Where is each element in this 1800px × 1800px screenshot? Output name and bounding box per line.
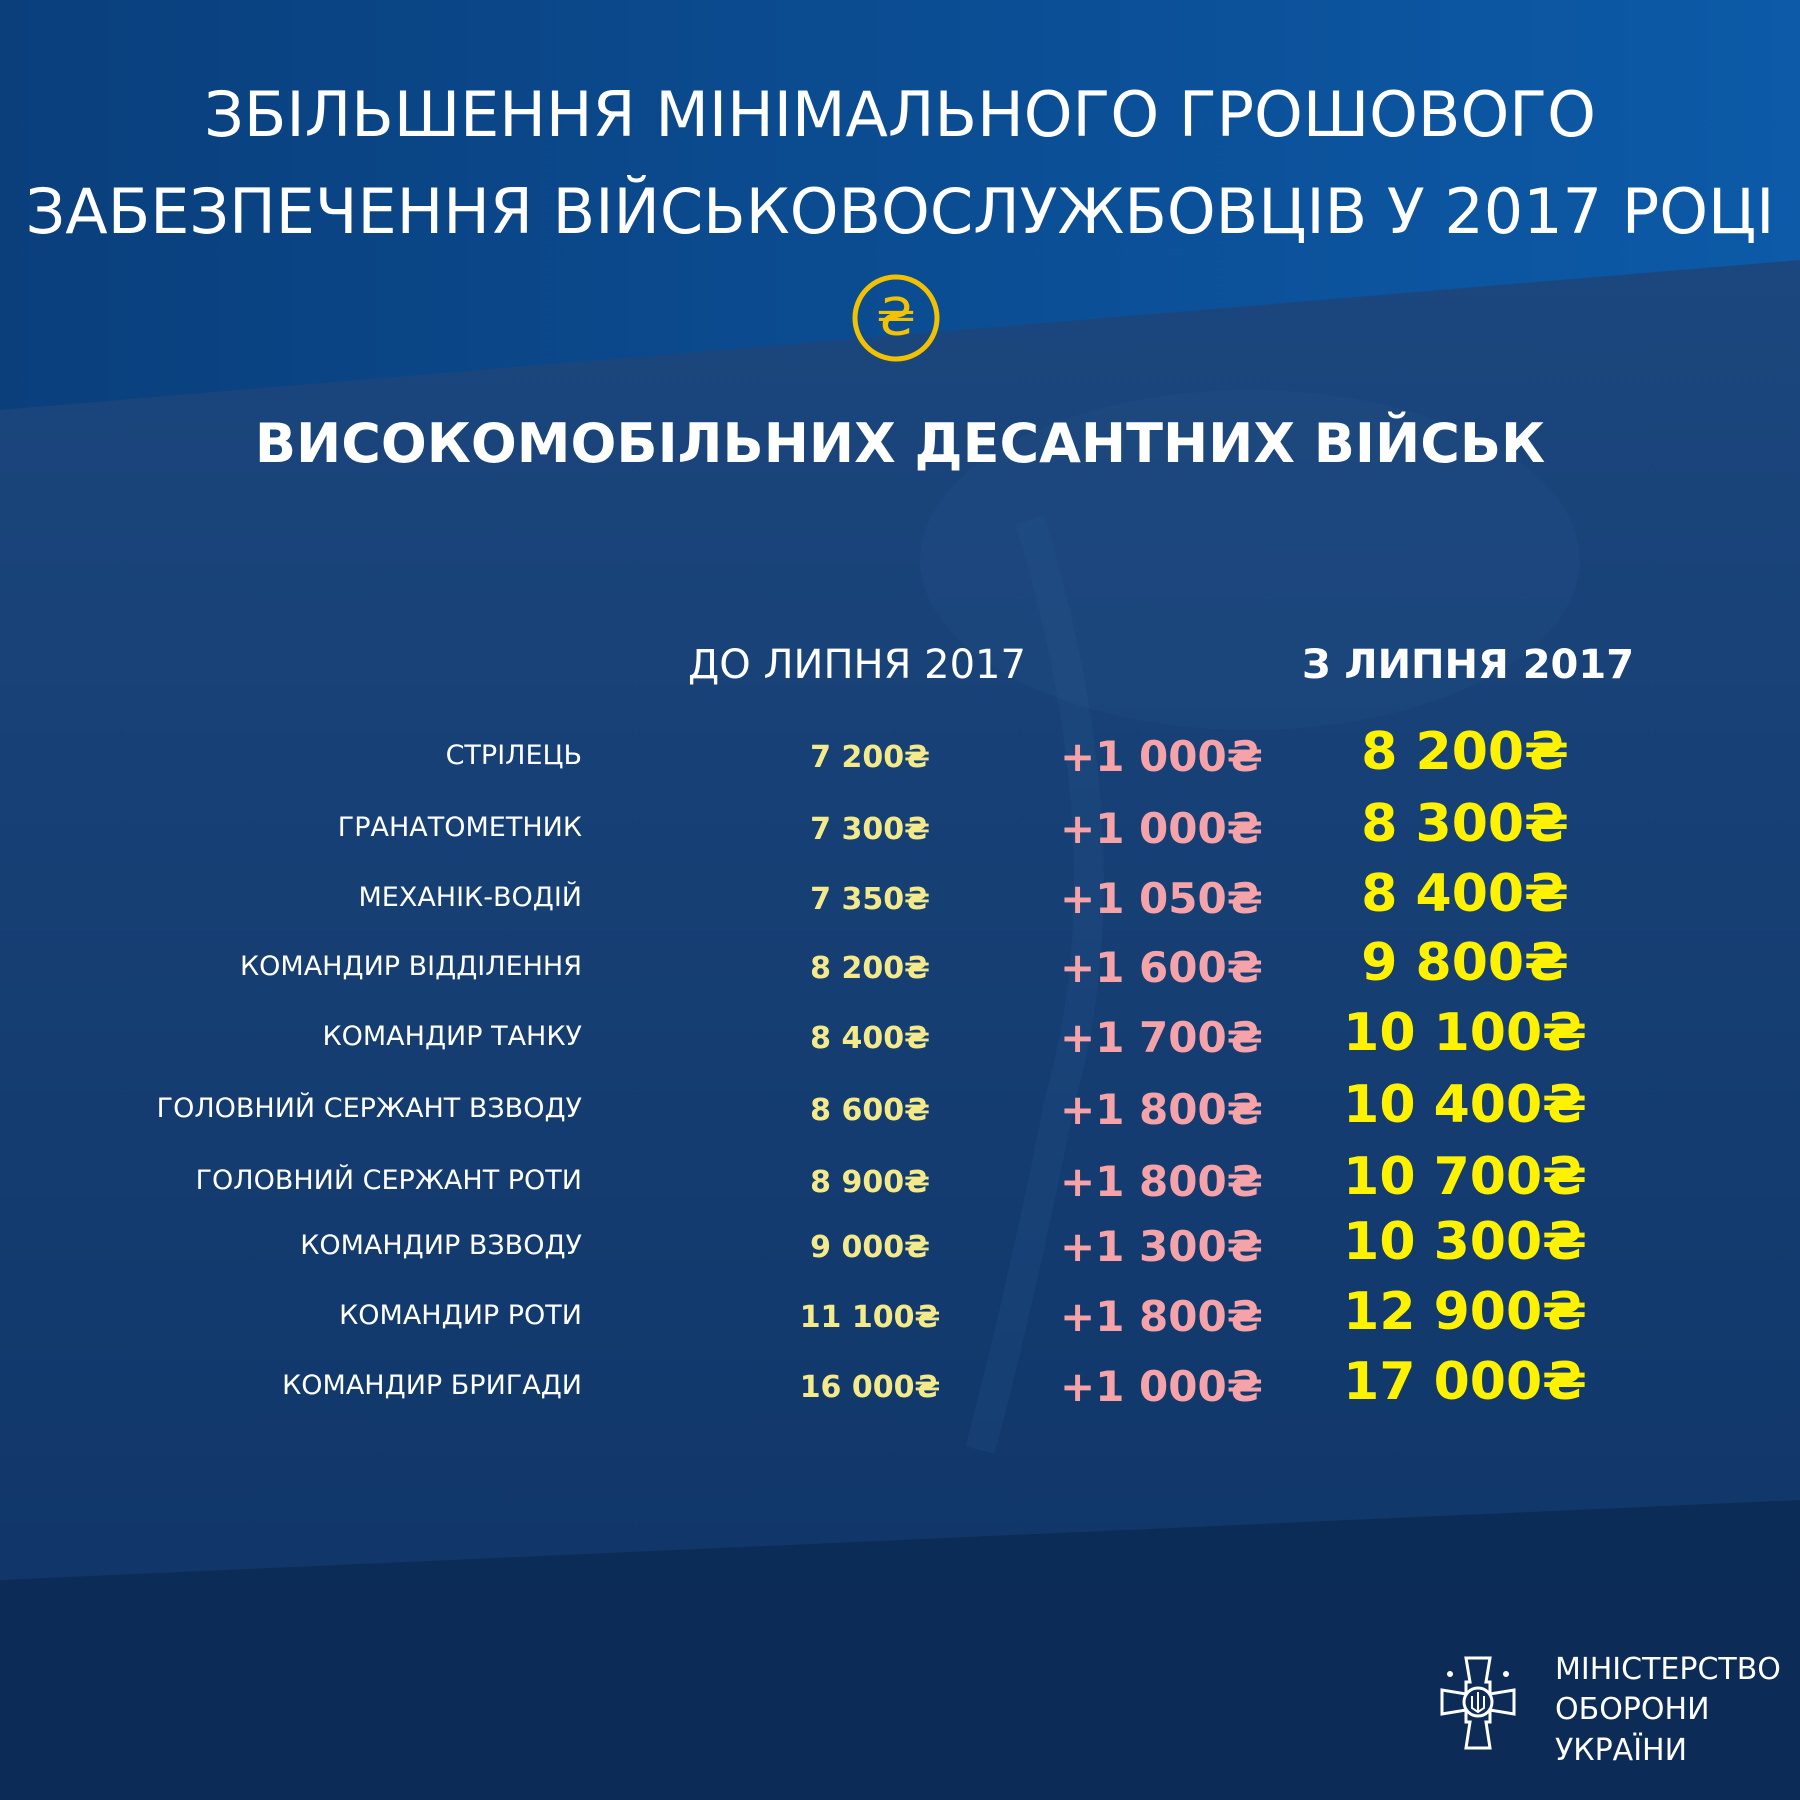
- table-row: [0, 1075, 1800, 1141]
- ministry-name-line-3: УКРАЇНИ: [1555, 1733, 1688, 1768]
- table-row: [0, 794, 1800, 860]
- table-row: [0, 1147, 1800, 1213]
- salary-after: 8 400₴: [1361, 864, 1569, 924]
- salary-increase: +1 800₴: [1060, 1157, 1263, 1206]
- salary-before: 7 300₴: [810, 812, 930, 847]
- table-row: [0, 933, 1800, 999]
- salary-before: 7 350₴: [810, 882, 930, 917]
- salary-before: 7 200₴: [810, 740, 930, 775]
- salary-after: 10 700₴: [1343, 1147, 1587, 1207]
- page-title-line-2: ЗАБЕЗПЕЧЕННЯ ВІЙСЬКОВОСЛУЖБОВЦІВ У 2017 РОЦІ: [25, 175, 1775, 248]
- table-row: [0, 1352, 1800, 1418]
- ministry-name-line-2: ОБОРОНИ: [1555, 1692, 1710, 1727]
- rank-label: КОМАНДИР ТАНКУ: [322, 1021, 582, 1052]
- ministry-emblem-icon: [1428, 1652, 1528, 1756]
- table-row: [0, 1282, 1800, 1348]
- hryvnia-icon: [851, 273, 941, 363]
- salary-increase: +1 050₴: [1060, 874, 1263, 923]
- salary-before: 8 200₴: [810, 951, 930, 986]
- salary-before: 8 400₴: [810, 1021, 930, 1056]
- rank-label: ГОЛОВНИЙ СЕРЖАНТ ВЗВОДУ: [156, 1093, 582, 1124]
- salary-after: 9 800₴: [1361, 933, 1569, 993]
- column-header-before: ДО ЛИПНЯ 2017: [688, 642, 1026, 688]
- salary-after: 10 300₴: [1343, 1212, 1587, 1272]
- salary-before: 16 000₴: [799, 1370, 941, 1405]
- rank-label: МЕХАНІК-ВОДІЙ: [358, 882, 582, 913]
- salary-increase: +1 000₴: [1060, 804, 1263, 853]
- column-header-after: З ЛИПНЯ 2017: [1302, 642, 1635, 688]
- salary-after: 12 900₴: [1343, 1282, 1587, 1342]
- table-row: [0, 1003, 1800, 1069]
- salary-increase: +1 000₴: [1060, 1362, 1263, 1411]
- page-title-line-1: ЗБІЛЬШЕННЯ МІНІМАЛЬНОГО ГРОШОВОГО: [204, 78, 1596, 151]
- rank-label: ГРАНАТОМЕТНИК: [337, 812, 582, 843]
- salary-after: 8 300₴: [1361, 794, 1569, 854]
- salary-increase: +1 700₴: [1060, 1013, 1263, 1062]
- salary-after: 17 000₴: [1343, 1352, 1587, 1412]
- rank-label: КОМАНДИР ВЗВОДУ: [300, 1230, 582, 1261]
- rank-label: КОМАНДИР БРИГАДИ: [282, 1370, 582, 1401]
- table-row: [0, 1212, 1800, 1278]
- salary-increase: +1 600₴: [1060, 943, 1263, 992]
- rank-label: СТРІЛЕЦЬ: [445, 740, 582, 771]
- salary-after: 8 200₴: [1361, 722, 1569, 782]
- salary-after: 10 400₴: [1343, 1075, 1587, 1135]
- rank-label: КОМАНДИР ВІДДІЛЕННЯ: [239, 951, 582, 982]
- table-row: [0, 722, 1800, 788]
- salary-before: 8 900₴: [810, 1165, 930, 1200]
- rank-label: КОМАНДИР РОТИ: [339, 1300, 582, 1331]
- salary-before: 8 600₴: [810, 1093, 930, 1128]
- salary-increase: +1 800₴: [1060, 1292, 1263, 1341]
- troops-subtitle: ВИСОКОМОБІЛЬНИХ ДЕСАНТНИХ ВІЙСЬК: [254, 412, 1546, 475]
- currency-symbol: ₴: [875, 288, 917, 348]
- salary-increase: +1 800₴: [1060, 1085, 1263, 1134]
- salary-after: 10 100₴: [1343, 1003, 1587, 1063]
- salary-before: 9 000₴: [810, 1230, 930, 1265]
- ministry-name-line-1: МІНІСТЕРСТВО: [1555, 1652, 1781, 1687]
- salary-increase: +1 300₴: [1060, 1222, 1263, 1271]
- salary-before: 11 100₴: [799, 1300, 941, 1335]
- table-row: [0, 864, 1800, 930]
- salary-increase: +1 000₴: [1060, 732, 1263, 781]
- rank-label: ГОЛОВНИЙ СЕРЖАНТ РОТИ: [195, 1165, 582, 1196]
